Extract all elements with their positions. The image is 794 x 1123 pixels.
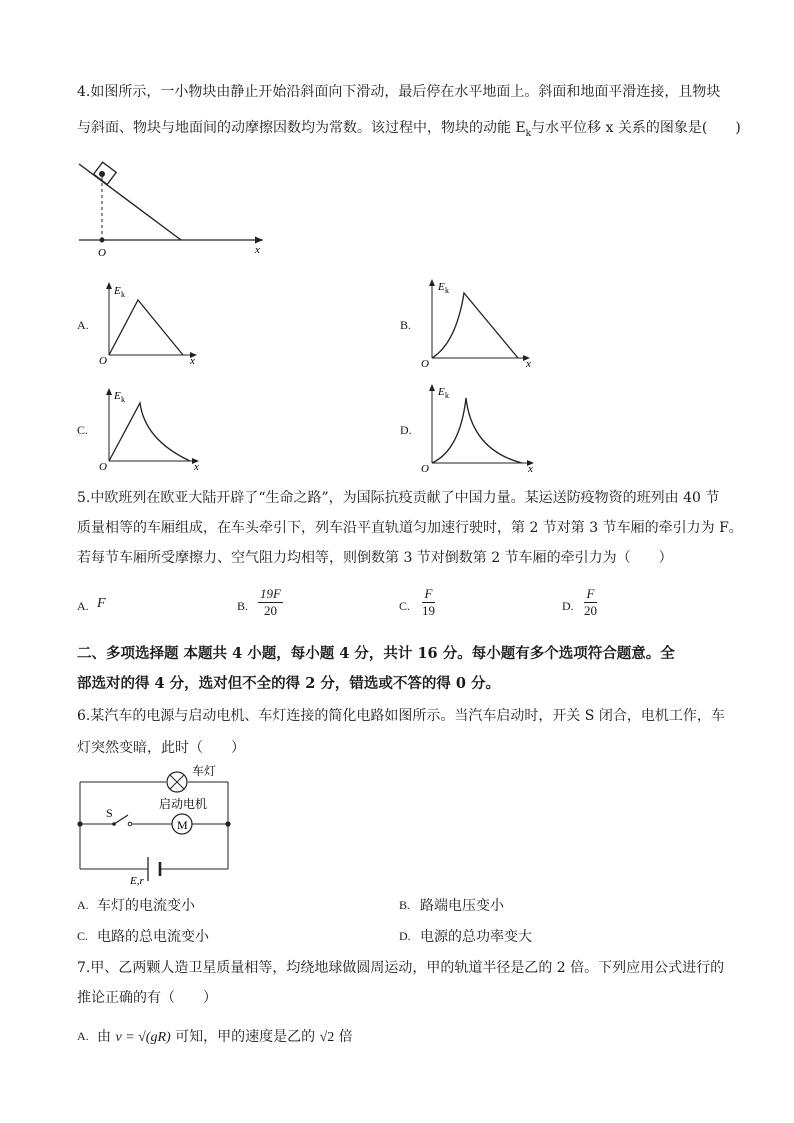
- q6-option-d-letter[interactable]: D.: [399, 929, 411, 943]
- section2-heading-line1: 二、多项选择题 本题共 4 小题，每小题 4 分，共计 16 分。每小题有多个选项符合题意。全: [77, 645, 675, 662]
- q5-option-d-fraction: $\frac{F}{20}$: [584, 586, 597, 618]
- q4-text-line2: 与斜面、物块与地面间的动摩擦因数均为常数。该过程中，物块的动能 $E_k$与水平位移 x 关系的图象是( ): [77, 120, 741, 139]
- q4-graph-d: [418, 380, 543, 475]
- motor-label: 启动电机: [159, 797, 208, 811]
- svg-text:O: O: [99, 355, 107, 367]
- q7-text-line1: 7.甲、乙两颗人造卫星质量相等，均绕地球做圆周运动，甲的轨道半径是乙的 2 倍。下列应用公式进行的: [77, 960, 725, 976]
- svg-text:x: x: [528, 463, 533, 475]
- svg-text:O: O: [421, 358, 429, 370]
- q6-option-a-text: 车灯的电流变小: [97, 898, 195, 914]
- svg-text:O: O: [99, 461, 107, 473]
- svg-text:x: x: [526, 358, 531, 370]
- q5-text-line1: 5.中欧班列在欧亚大陆开辟了“生命之路”，为国际抗疫贡献了中国力量。某运送防疫物资的班列由 40 节: [77, 490, 720, 506]
- q6-text-line1: 6.某汽车的电源与启动电机、车灯连接的简化电路如图所示。当汽车启动时，开关 S 闭合，电机工作，车: [77, 708, 725, 724]
- svg-text:O: O: [421, 463, 429, 475]
- q7-option-a-letter[interactable]: A.: [77, 1029, 89, 1043]
- q6-circuit-diagram: [72, 762, 242, 887]
- q4-graph-c: [93, 385, 208, 473]
- svg-text:x: x: [194, 461, 199, 473]
- q4-graph-a: [93, 280, 203, 368]
- svg-text:M: M: [177, 818, 188, 832]
- svg-text:E: E: [438, 281, 445, 293]
- q6-option-d-text: 电源的总功率变大: [420, 929, 532, 945]
- q4-incline-figure: [75, 155, 275, 260]
- q4-fig-axis: x: [255, 244, 260, 256]
- q6-option-c-text: 电路的总电流变小: [97, 929, 209, 945]
- svg-text:k: k: [121, 290, 125, 299]
- q5-option-b-letter[interactable]: B.: [237, 599, 249, 613]
- q6-option-c-letter[interactable]: C.: [77, 929, 89, 943]
- section2-heading-line2: 部选对的得 4 分，选对但不全的得 2 分，错选或不答的得 0 分。: [77, 675, 501, 692]
- q4-text-line1: 4.如图所示，一小物块由静止开始沿斜面向下滑动，最后停在水平地面上。斜面和地面平滑连接，且物块: [77, 84, 721, 100]
- q7-option-a-text: 由 v = √(gR) 可知，甲的速度是乙的 √2 倍: [97, 1029, 353, 1045]
- q5-option-d-letter[interactable]: D.: [562, 599, 574, 613]
- q5-text-line2: 质量相等的车厢组成，在车头牵引下，列车沿平直轨道匀加速行驶时，第 2 节对第 3 节车厢的牵引力为 F。: [77, 520, 743, 536]
- lamp-label: 车灯: [192, 764, 217, 778]
- svg-text:E: E: [114, 285, 121, 297]
- q7-option-a-root: √2: [319, 1030, 335, 1045]
- switch-label: S: [106, 806, 113, 820]
- q5-option-b-fraction: $\frac{19F}{20}$: [260, 586, 281, 618]
- q7-option-a-formula: v = √(gR): [115, 1030, 171, 1045]
- q5-option-c-fraction: $\frac{F}{19}$: [422, 586, 435, 618]
- q4-option-b-letter[interactable]: B.: [400, 318, 412, 332]
- q4-option-a-letter[interactable]: A.: [77, 318, 89, 332]
- q4-fig-origin: O: [98, 247, 106, 259]
- q4-option-c-letter[interactable]: C.: [77, 423, 89, 437]
- svg-text:k: k: [445, 391, 449, 400]
- q7-text-line2: 推论正确的有（ ）: [77, 990, 217, 1006]
- switch-symbol: [114, 815, 128, 824]
- q5-option-c-letter[interactable]: C.: [399, 599, 411, 613]
- q6-option-b-letter[interactable]: B.: [399, 898, 411, 912]
- source-label: E,r: [130, 875, 144, 887]
- q6-text-line2: 灯突然变暗，此时（ ）: [77, 740, 245, 756]
- q6-option-a-letter[interactable]: A.: [77, 898, 89, 912]
- q4-graph-b: [418, 275, 538, 370]
- q5-text-line3: 若每节车厢所受摩擦力、空气阻力均相等，则倒数第 3 节对倒数第 2 节车厢的牵引力为（ ）: [77, 550, 673, 566]
- svg-text:E: E: [114, 390, 121, 402]
- svg-text:k: k: [121, 395, 125, 404]
- q4-option-d-letter[interactable]: D.: [400, 423, 412, 437]
- q5-option-a-value: F: [97, 596, 106, 611]
- q6-option-b-text: 路端电压变小: [420, 898, 504, 914]
- svg-text:E: E: [438, 386, 445, 398]
- svg-text:x: x: [190, 355, 195, 367]
- q5-option-a-letter[interactable]: A.: [77, 599, 89, 613]
- svg-text:k: k: [445, 286, 449, 295]
